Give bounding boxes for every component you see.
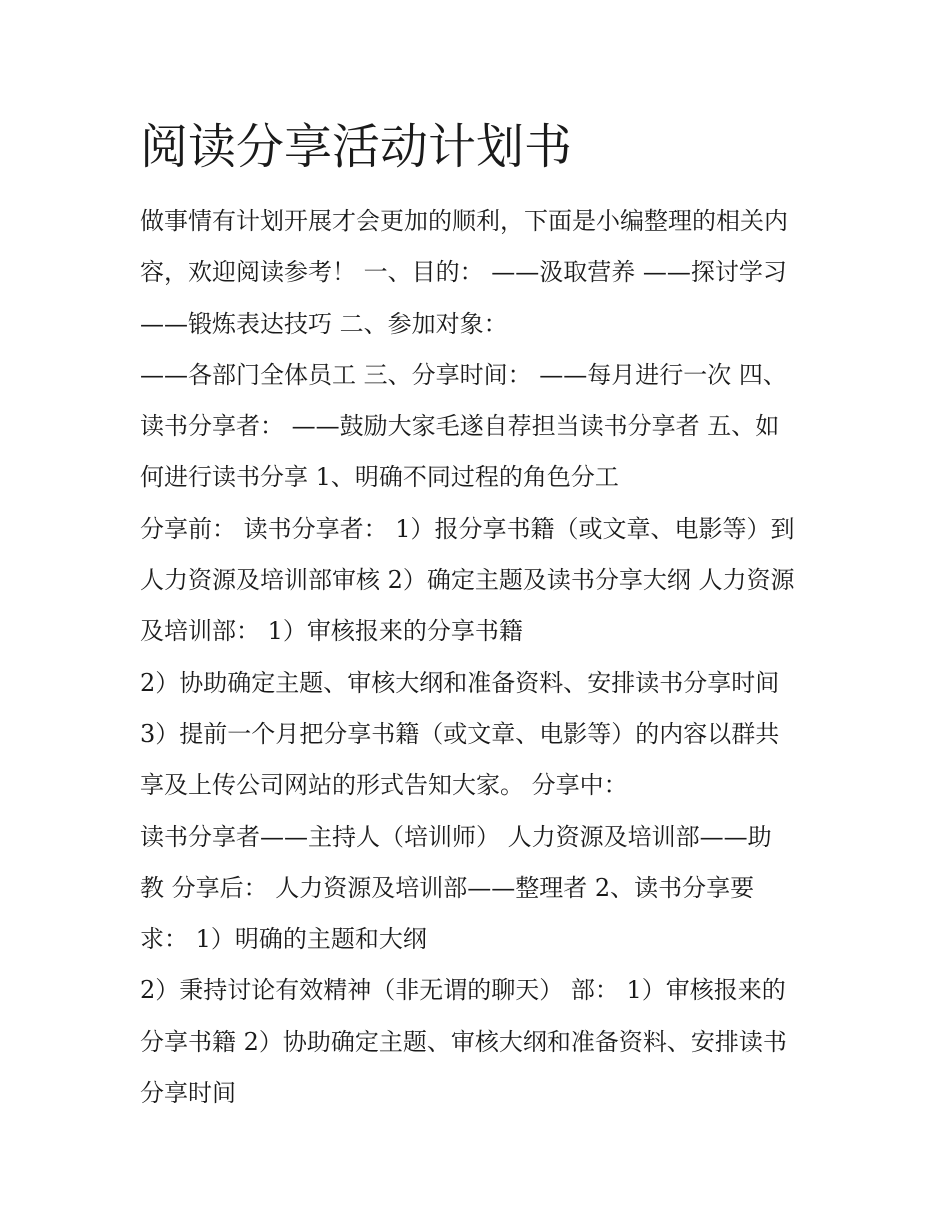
- body-line: 分享时间: [140, 1079, 236, 1108]
- body-line: 3）提前一个月把分享书籍（或文章、电影等）的内容以群共: [140, 719, 780, 748]
- document-title: 阅读分享活动计划书: [140, 119, 573, 175]
- body-line: 分享前： 读书分享者： 1）报分享书籍（或文章、电影等）到: [140, 514, 795, 543]
- body-line: 做事情有计划开展才会更加的顺利，下面是小编整理的相关内: [140, 207, 788, 235]
- body-line: 何进行读书分享 1、明确不同过程的角色分工: [140, 463, 619, 492]
- body-line: 教 分享后： 人力资源及培训部——整理者 2、读书分享要: [140, 873, 755, 902]
- body-line: 求： 1）明确的主题和大纲: [140, 925, 427, 954]
- body-line: 人力资源及培训部审核 2）确定主题及读书分享大纲 人力资源: [140, 566, 795, 595]
- body-line: 分享书籍 2）协助确定主题、审核大纲和准备资料、安排读书: [140, 1027, 787, 1056]
- body-line: 容，欢迎阅读参考！ 一、目的： ——汲取营养 ——探讨学习: [140, 258, 787, 287]
- body-line: ——锻炼表达技巧 二、参加对象：: [140, 309, 508, 338]
- body-line: 读书分享者： ——鼓励大家毛遂自荐担当读书分享者 五、如: [140, 412, 780, 441]
- body-line: 读书分享者——主持人（培训师） 人力资源及培训部——助: [140, 822, 772, 851]
- body-line: 享及上传公司网站的形式告知大家。 分享中：: [140, 771, 628, 800]
- body-line: 2）秉持讨论有效精神（非无谓的聊天） 部： 1）审核报来的: [140, 976, 786, 1005]
- document-body: [140, 196, 820, 1119]
- body-line: ——各部门全体员工 三、分享时间： ——每月进行一次 四、: [140, 360, 787, 389]
- body-line: 2）协助确定主题、审核大纲和准备资料、安排读书分享时间: [140, 668, 780, 697]
- body-line: 及培训部： 1）审核报来的分享书籍: [140, 617, 523, 646]
